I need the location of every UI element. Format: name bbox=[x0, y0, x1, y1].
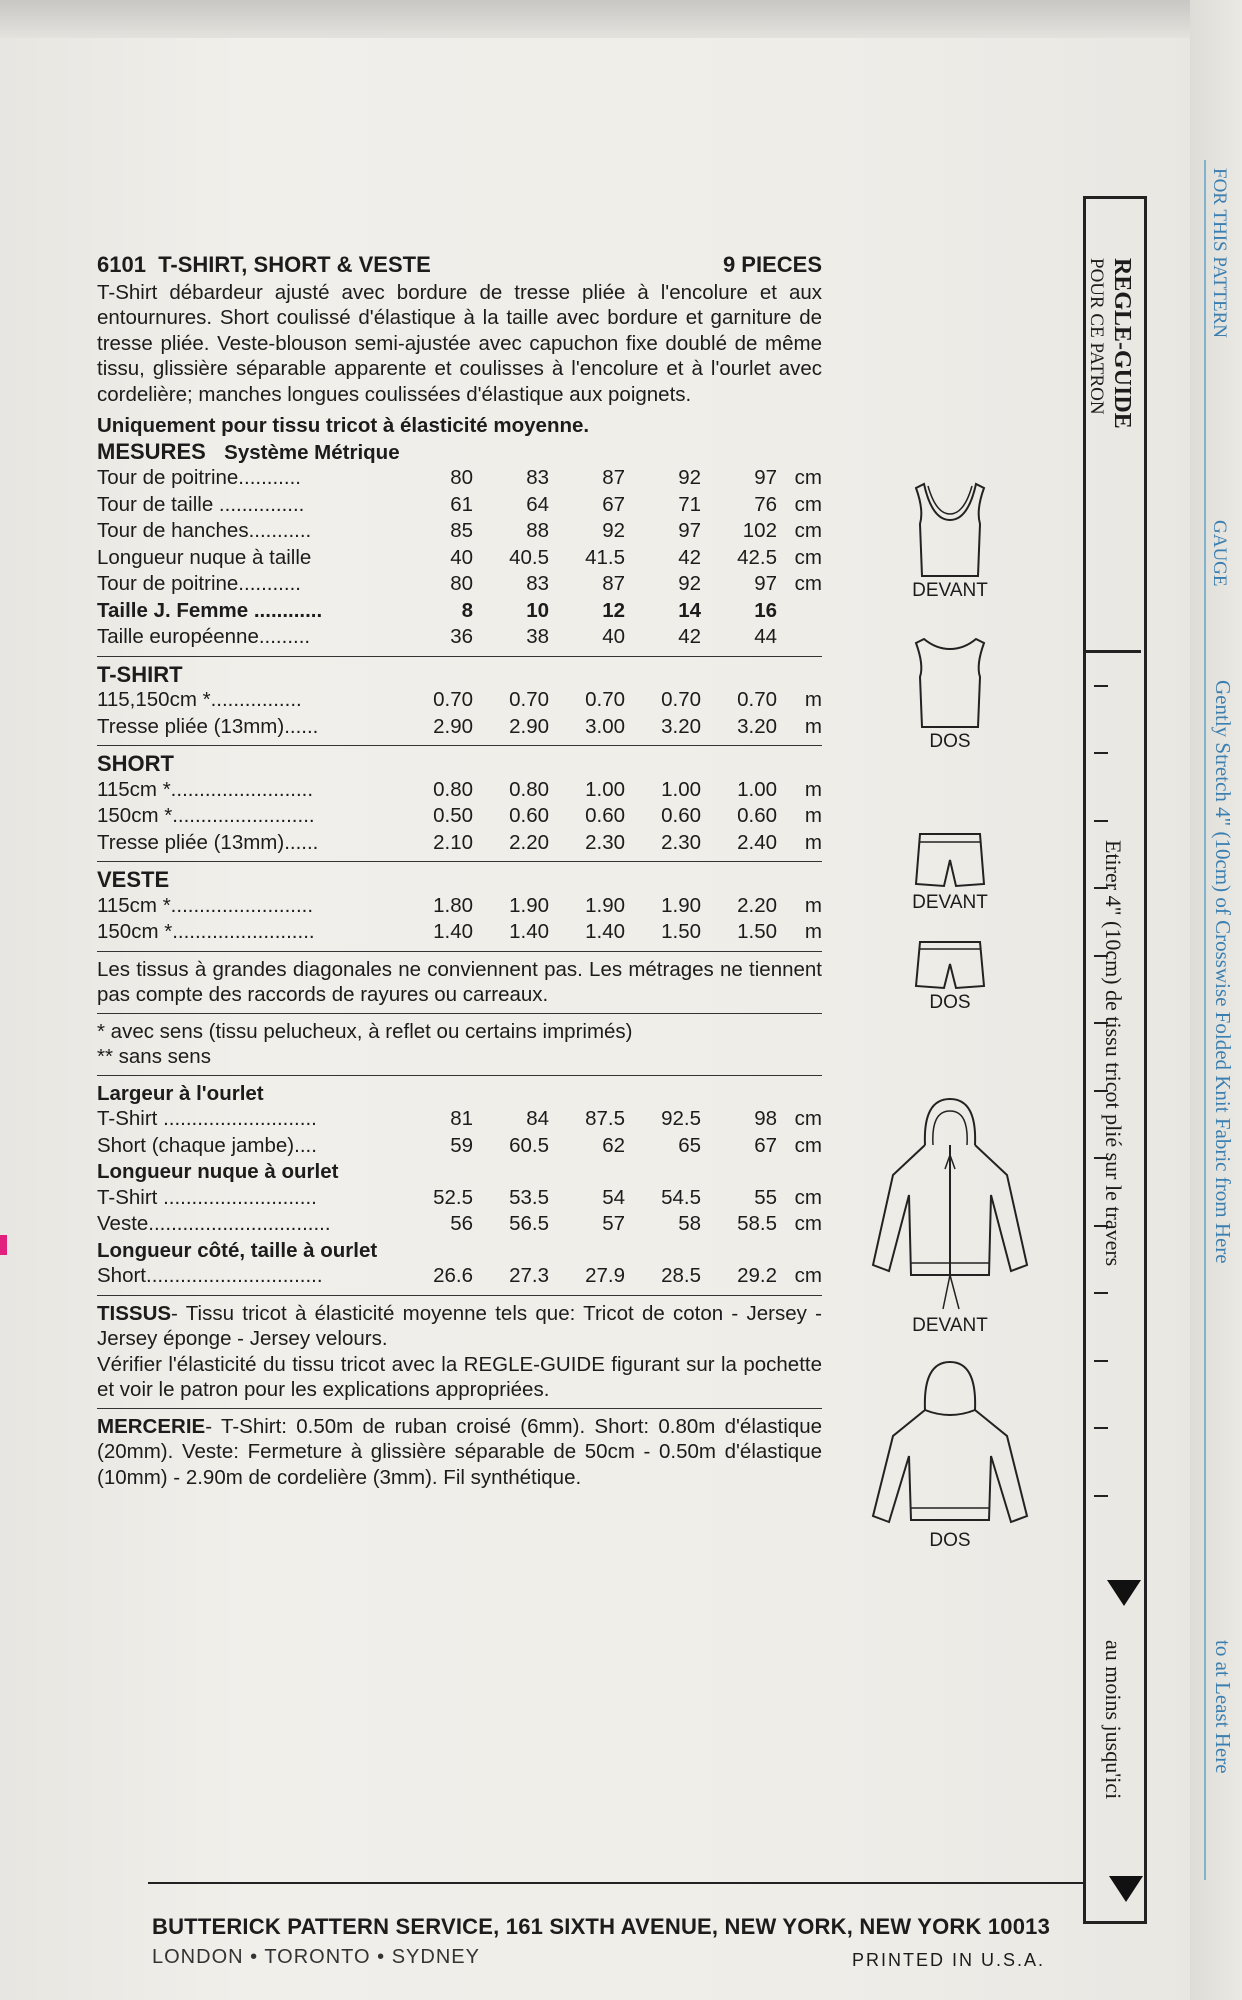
row-unit: m bbox=[804, 893, 822, 917]
table-row bbox=[97, 571, 822, 598]
row-label: Short (chaque jambe).... bbox=[97, 1133, 317, 1157]
table-row bbox=[97, 1133, 822, 1160]
row-label: 115cm *......................... bbox=[97, 893, 314, 917]
row-value: 1.00 bbox=[737, 777, 777, 801]
tshirt-heading: T-SHIRT bbox=[97, 661, 183, 687]
divider bbox=[97, 1013, 822, 1014]
row-value: 92.5 bbox=[661, 1107, 701, 1130]
row-value: 62 bbox=[602, 1133, 625, 1157]
row-value: 2.90 bbox=[433, 714, 473, 738]
row-label: 150cm *......................... bbox=[97, 920, 315, 943]
tshirt-back-figure bbox=[860, 635, 1040, 753]
table-row bbox=[97, 830, 822, 857]
table-row bbox=[97, 1263, 822, 1290]
pattern-description: T-Shirt débardeur ajusté avec bordure de tresse pliée à l'encolure et aux entournures. Short coulissé d'élastique à la taille avec bordure et garniture de tresse pliée. Veste-blouson semi-ajustée avec capuchon fixe doublé de même tissu, glissière séparable apparente et coulisses à l'encolure et à l'ourlet avec cordelière; manches longues coulissées d'élastique aux poignets. bbox=[97, 280, 822, 406]
row-value: 55 bbox=[754, 1185, 777, 1209]
fabrics-label: TISSUS bbox=[97, 1301, 172, 1325]
english-stretch-text: Gently Stretch 4" (10cm) of Crosswise Folded Knit Fabric from Here bbox=[1211, 680, 1235, 1264]
row-value: 1.90 bbox=[585, 893, 625, 917]
veste-heading: VESTE bbox=[97, 867, 170, 892]
row-value: 44 bbox=[754, 625, 777, 648]
row-value: 2.30 bbox=[661, 830, 701, 854]
row-value: 1.00 bbox=[661, 777, 701, 801]
row-value: 1.90 bbox=[661, 893, 701, 917]
measures-title: MESURES bbox=[97, 438, 206, 464]
row-value: 27.9 bbox=[585, 1264, 625, 1287]
row-value: 56 bbox=[450, 1212, 473, 1235]
row-label: Tresse pliée (13mm)...... bbox=[97, 714, 319, 738]
gauge-stretch-text: Etirer 4" (10cm) de tissu tricot plié sur le travers bbox=[1101, 840, 1126, 1267]
measures-table bbox=[97, 465, 822, 651]
row-value: 29.2 bbox=[737, 1264, 777, 1287]
row-value: 64 bbox=[526, 492, 549, 516]
english-gauge-label: GAUGE bbox=[1209, 520, 1230, 587]
row-value: 0.70 bbox=[585, 688, 625, 711]
row-label: Taille J. Femme ............ bbox=[97, 598, 323, 622]
row-value: 0.70 bbox=[433, 688, 473, 711]
back-label: DOS bbox=[929, 992, 971, 1013]
row-value: 87.5 bbox=[585, 1107, 625, 1130]
row-unit: m bbox=[804, 830, 822, 854]
row-value: 26.6 bbox=[433, 1264, 473, 1287]
row-value: 42 bbox=[678, 545, 701, 569]
row-value: 56.5 bbox=[509, 1212, 549, 1235]
divider bbox=[97, 745, 822, 746]
veste-table bbox=[97, 893, 822, 946]
row-value: 3.00 bbox=[585, 714, 625, 738]
row-value: 67 bbox=[602, 492, 625, 516]
table-row bbox=[97, 1185, 822, 1212]
gauge-tick bbox=[1094, 1360, 1108, 1362]
gauge-least-text: au moins jusqu'ici bbox=[1101, 1640, 1126, 1800]
row-value: 1.00 bbox=[585, 777, 625, 801]
row-value: 84 bbox=[526, 1107, 549, 1130]
row-label: 115,150cm *................ bbox=[97, 688, 302, 711]
row-label: Tour de taille ............... bbox=[97, 492, 305, 516]
row-label: Tour de poitrine........... bbox=[97, 572, 301, 595]
short-table bbox=[97, 777, 822, 857]
fabrics-section bbox=[97, 1301, 822, 1352]
table-row bbox=[97, 598, 822, 625]
row-value: 42.5 bbox=[737, 545, 777, 569]
divider bbox=[97, 1408, 822, 1409]
row-value: 58.5 bbox=[737, 1212, 777, 1235]
table-row bbox=[97, 777, 822, 804]
hem-width-table bbox=[97, 1106, 822, 1159]
row-value: 92 bbox=[678, 572, 701, 595]
row-value: 76 bbox=[754, 492, 777, 516]
row-value: 0.80 bbox=[433, 777, 473, 801]
gauge-tick bbox=[1094, 752, 1108, 754]
jacket-front-figure bbox=[860, 1095, 1040, 1337]
row-value: 60.5 bbox=[509, 1133, 549, 1157]
english-least-text: to at Least Here bbox=[1211, 1640, 1235, 1774]
table-row bbox=[97, 1211, 822, 1238]
tank-back-icon bbox=[910, 635, 990, 731]
table-row bbox=[97, 714, 822, 741]
envelope-top-fold bbox=[0, 0, 1242, 38]
row-unit: m bbox=[804, 714, 822, 738]
gauge-tick bbox=[1094, 1090, 1108, 1092]
row-value: 87 bbox=[602, 466, 625, 489]
row-value: 14 bbox=[678, 598, 701, 622]
jacket-back-icon bbox=[865, 1360, 1035, 1530]
pattern-info bbox=[97, 252, 822, 1490]
row-value: 97 bbox=[678, 519, 701, 542]
row-value: 54.5 bbox=[661, 1185, 701, 1209]
fabrics-text: - Tissu tricot à élasticité moyenne tels que: Tricot de coton - Jersey - Jersey éponge - Jersey velours. bbox=[97, 1301, 822, 1350]
row-value: 1.50 bbox=[737, 920, 777, 943]
pink-mark bbox=[0, 1235, 7, 1255]
row-value: 92 bbox=[602, 519, 625, 542]
row-value: 41.5 bbox=[585, 545, 625, 569]
row-unit: m bbox=[804, 777, 822, 801]
tshirt-front-figure bbox=[860, 480, 1040, 602]
gauge-title: REGLE-GUIDE bbox=[1109, 258, 1135, 429]
footer-divider bbox=[148, 1882, 1083, 1884]
pieces-count: 9 PIECES bbox=[722, 252, 822, 277]
row-value: 81 bbox=[450, 1107, 473, 1130]
row-unit: cm bbox=[794, 1212, 822, 1235]
row-label: Longueur nuque à taille bbox=[97, 545, 312, 569]
short-front-figure bbox=[860, 830, 1040, 914]
row-value: 59 bbox=[450, 1133, 473, 1157]
row-value: 0.70 bbox=[509, 688, 549, 711]
row-value: 40 bbox=[450, 545, 473, 569]
row-value: 0.80 bbox=[509, 777, 549, 801]
table-row bbox=[97, 803, 822, 830]
row-value: 65 bbox=[678, 1133, 701, 1157]
gauge-tick bbox=[1094, 1427, 1108, 1429]
row-value: 54 bbox=[602, 1185, 625, 1209]
shorts-back-icon bbox=[910, 938, 990, 992]
row-value: 8 bbox=[461, 598, 473, 622]
row-label: Tresse pliée (13mm)...... bbox=[97, 830, 319, 854]
row-value: 1.40 bbox=[433, 920, 473, 943]
row-value: 0.50 bbox=[433, 804, 473, 827]
tshirt-table bbox=[97, 687, 822, 740]
row-value: 1.80 bbox=[433, 893, 473, 917]
shorts-front-icon bbox=[910, 830, 990, 892]
table-row bbox=[97, 492, 822, 519]
row-value: 1.90 bbox=[509, 893, 549, 917]
row-value: 57 bbox=[602, 1212, 625, 1235]
back-length-heading: Longueur nuque à ourlet bbox=[97, 1160, 339, 1183]
arrow-down-icon bbox=[1107, 1580, 1141, 1606]
divider bbox=[97, 861, 822, 862]
printed-in: PRINTED IN U.S.A. bbox=[852, 1950, 1046, 1970]
row-value: 83 bbox=[526, 466, 549, 489]
gauge-tick bbox=[1094, 887, 1108, 889]
gauge-tick bbox=[1094, 955, 1108, 957]
row-value: 61 bbox=[450, 492, 473, 516]
tank-front-icon bbox=[910, 480, 990, 580]
row-value: 40 bbox=[602, 625, 625, 648]
row-value: 40.5 bbox=[509, 545, 549, 569]
table-row bbox=[97, 919, 822, 946]
notions-label: MERCERIE bbox=[97, 1414, 206, 1438]
row-unit: cm bbox=[794, 545, 822, 569]
pattern-heading bbox=[97, 252, 431, 278]
row-value: 67 bbox=[754, 1133, 777, 1157]
front-label: DEVANT bbox=[912, 580, 988, 601]
row-value: 58 bbox=[678, 1212, 701, 1235]
table-row bbox=[97, 1106, 822, 1133]
jacket-back-figure bbox=[860, 1360, 1040, 1552]
row-value: 0.70 bbox=[661, 688, 701, 711]
row-value: 85 bbox=[450, 519, 473, 542]
row-value: 27.3 bbox=[509, 1264, 549, 1287]
notions-text: - T-Shirt: 0.50m de ruban croisé (6mm). Short: 0.80m d'élastique (20mm). Veste: Fermeture à glissière séparable de 50cm - 0.50m d'élastique (10mm) - 2.90m de cordelière (3mm). Fil synthétique. bbox=[97, 1414, 822, 1489]
front-label: DEVANT bbox=[912, 892, 988, 913]
row-value: 97 bbox=[754, 466, 777, 489]
short-heading: SHORT bbox=[97, 751, 174, 776]
row-value: 3.20 bbox=[737, 714, 777, 738]
divider bbox=[97, 1295, 822, 1296]
pattern-number: 6101 bbox=[97, 252, 146, 277]
row-value: 28.5 bbox=[661, 1264, 701, 1287]
row-unit: cm bbox=[794, 519, 822, 542]
publisher-address: BUTTERICK PATTERN SERVICE, 161 SIXTH AVENUE, NEW YORK, NEW YORK 10013 bbox=[152, 1914, 1051, 1939]
row-value: 3.20 bbox=[661, 714, 701, 738]
row-value: 2.90 bbox=[509, 714, 549, 738]
notions-section bbox=[97, 1414, 822, 1491]
pattern-header bbox=[97, 252, 822, 278]
row-unit: m bbox=[804, 688, 822, 711]
table-row bbox=[97, 893, 822, 920]
row-value: 1.50 bbox=[661, 920, 701, 943]
side-length-table bbox=[97, 1263, 822, 1290]
table-row bbox=[97, 518, 822, 545]
row-value: 2.40 bbox=[737, 830, 777, 854]
row-value: 0.60 bbox=[661, 804, 701, 827]
row-unit: cm bbox=[794, 492, 822, 516]
row-value: 0.60 bbox=[585, 804, 625, 827]
row-label: 115cm *......................... bbox=[97, 777, 314, 801]
row-value: 52.5 bbox=[433, 1185, 473, 1209]
gauge-tick bbox=[1094, 1225, 1108, 1227]
divider bbox=[97, 951, 822, 952]
table-row bbox=[97, 687, 822, 714]
row-value: 1.40 bbox=[585, 920, 625, 943]
row-label: 150cm *......................... bbox=[97, 804, 315, 827]
hem-width-heading: Largeur à l'ourlet bbox=[97, 1081, 264, 1105]
row-label: Taille européenne......... bbox=[97, 625, 311, 648]
divider bbox=[97, 1075, 822, 1076]
gauge-tick bbox=[1094, 1022, 1108, 1024]
row-label: Short............................... bbox=[97, 1264, 323, 1287]
row-value: 88 bbox=[526, 519, 549, 542]
gauge-tick bbox=[1094, 820, 1108, 822]
table-row bbox=[97, 465, 822, 492]
row-value: 42 bbox=[678, 625, 701, 648]
gauge-subtitle: POUR CE PATRON bbox=[1086, 258, 1107, 415]
gauge-tick bbox=[1094, 685, 1108, 687]
table-row bbox=[97, 624, 822, 651]
gauge-tick bbox=[1094, 1157, 1108, 1159]
row-value: 16 bbox=[754, 598, 777, 622]
row-label: Tour de hanches........... bbox=[97, 519, 312, 542]
row-value: 98 bbox=[754, 1107, 777, 1130]
side-length-heading: Longueur côté, taille à ourlet bbox=[97, 1238, 378, 1262]
back-length-table bbox=[97, 1185, 822, 1238]
row-value: 53.5 bbox=[509, 1185, 549, 1209]
row-value: 102 bbox=[742, 519, 777, 542]
row-value: 2.20 bbox=[737, 893, 777, 917]
row-label: T-Shirt ........................... bbox=[97, 1107, 317, 1130]
gauge-tick bbox=[1094, 1495, 1108, 1497]
row-unit: cm bbox=[794, 572, 822, 595]
row-unit: cm bbox=[794, 1185, 822, 1209]
row-label: Tour de poitrine........... bbox=[97, 466, 301, 489]
divider bbox=[97, 656, 822, 657]
jacket-front-icon bbox=[865, 1095, 1035, 1325]
row-value: 71 bbox=[678, 492, 701, 516]
arrow-down-icon bbox=[1109, 1876, 1143, 1902]
row-value: 0.60 bbox=[509, 804, 549, 827]
measures-heading bbox=[97, 439, 822, 466]
row-label: T-Shirt ........................... bbox=[97, 1185, 317, 1209]
row-unit: cm bbox=[794, 1133, 822, 1157]
knit-note: Uniquement pour tissu tricot à élasticité moyenne. bbox=[97, 414, 590, 437]
gauge-tick bbox=[1094, 1292, 1108, 1294]
row-value: 36 bbox=[450, 625, 473, 648]
diagonal-note: Les tissus à grandes diagonales ne conviennent pas. Les métrages ne tiennent pas compte des raccords de rayures ou carreaux. bbox=[97, 957, 822, 1006]
row-unit: m bbox=[804, 804, 822, 827]
row-label: Veste................................ bbox=[97, 1212, 331, 1235]
row-value: 38 bbox=[526, 625, 549, 648]
row-value: 92 bbox=[678, 466, 701, 489]
row-unit: cm bbox=[794, 1264, 822, 1287]
footnote-without-nap: ** sans sens bbox=[97, 1045, 211, 1068]
row-value: 80 bbox=[450, 572, 473, 595]
publisher-cities: LONDON • TORONTO • SYDNEY bbox=[152, 1946, 480, 1968]
pattern-title: T-SHIRT, SHORT & VESTE bbox=[158, 252, 431, 277]
row-value: 1.40 bbox=[509, 920, 549, 943]
back-label: DOS bbox=[929, 1530, 971, 1551]
row-value: 83 bbox=[526, 572, 549, 595]
row-unit: m bbox=[804, 920, 822, 943]
measures-system: Système Métrique bbox=[224, 440, 400, 464]
english-gauge-title: FOR THIS PATTERN bbox=[1209, 168, 1230, 338]
row-value: 0.70 bbox=[737, 688, 777, 711]
fabrics-check-note: Vérifier l'élasticité du tissu tricot avec la REGLE-GUIDE figurant sur la pochette et voir le patron pour les explications appropriées. bbox=[97, 1352, 822, 1401]
row-value: 2.20 bbox=[509, 830, 549, 854]
table-row bbox=[97, 545, 822, 572]
row-unit: cm bbox=[794, 466, 822, 489]
footnote-with-nap: * avec sens (tissu pelucheux, à reflet ou certains imprimés) bbox=[97, 1019, 633, 1043]
row-unit: cm bbox=[794, 1107, 822, 1130]
back-label: DOS bbox=[929, 731, 971, 752]
row-value: 80 bbox=[450, 466, 473, 489]
row-value: 2.10 bbox=[433, 830, 473, 854]
row-value: 97 bbox=[754, 572, 777, 595]
row-value: 12 bbox=[602, 598, 625, 622]
row-value: 2.30 bbox=[585, 830, 625, 854]
short-back-figure bbox=[860, 938, 1040, 1014]
front-label: DEVANT bbox=[912, 1315, 988, 1336]
row-value: 0.60 bbox=[737, 804, 777, 827]
row-value: 87 bbox=[602, 572, 625, 595]
row-value: 10 bbox=[526, 598, 549, 622]
